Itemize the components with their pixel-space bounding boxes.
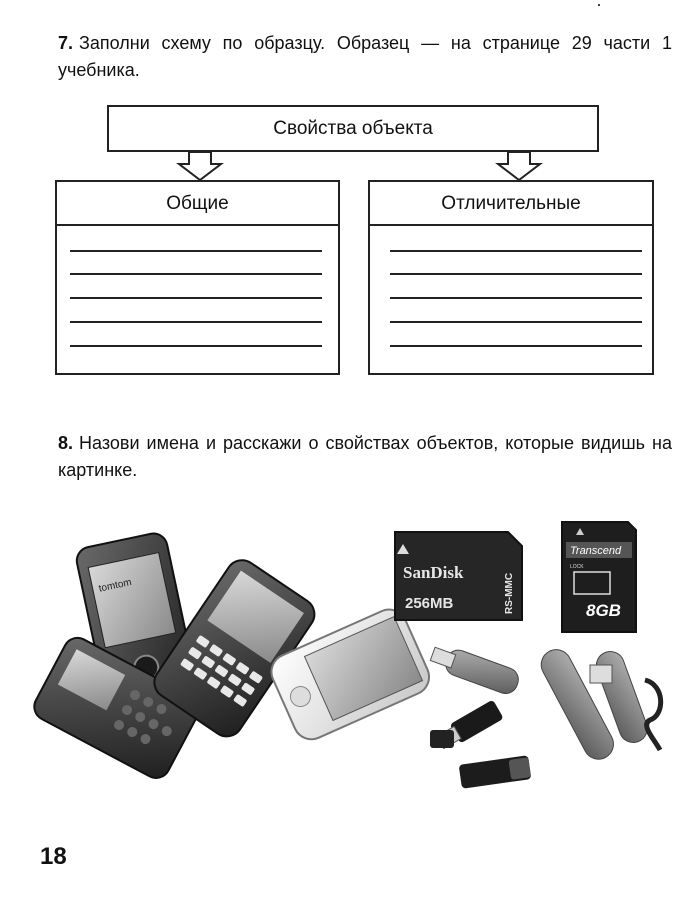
- answer-line[interactable]: [390, 250, 642, 252]
- usb-drive-gray-long: [536, 644, 661, 764]
- distinctive-properties-title: Отличительные: [370, 182, 652, 226]
- sandisk-type-text: RS-MMC: [504, 572, 515, 614]
- root-box: [107, 105, 599, 152]
- sandisk-capacity-text: 256MB: [405, 595, 454, 612]
- phone-brand-text: tomtom: [97, 576, 133, 595]
- answer-line[interactable]: [70, 345, 322, 347]
- answer-line[interactable]: [70, 250, 322, 252]
- root-box-title: Свойства объекта: [273, 118, 433, 139]
- task-7-text: Заполни схему по образцу. Образец — на странице 29 части 1 учебника.: [58, 33, 672, 80]
- right-arrow-icon: [489, 150, 549, 182]
- devices-photo: [0, 510, 700, 810]
- common-properties-title: Общие: [57, 182, 338, 226]
- transcend-lock-text: LOCK: [570, 564, 584, 570]
- answer-line[interactable]: [390, 345, 642, 347]
- page-number: 18: [40, 843, 67, 870]
- print-speck: [598, 4, 600, 6]
- answer-line[interactable]: [390, 273, 642, 275]
- answer-line[interactable]: [390, 297, 642, 299]
- transcend-capacity-text: 8GB: [586, 601, 621, 620]
- task-8-text: Назови имена и расскажи о свойствах объектов, которые видишь на картинке.: [58, 433, 672, 480]
- usb-drive-black-small: [430, 700, 504, 753]
- transcend-brand-text: Transcend: [570, 545, 622, 557]
- answer-line[interactable]: [390, 321, 642, 323]
- task-8: [58, 430, 672, 484]
- answer-line[interactable]: [70, 297, 322, 299]
- sandisk-memory-card: [395, 532, 522, 620]
- task-7-number: 7.: [58, 33, 74, 53]
- answer-line[interactable]: [70, 321, 322, 323]
- answer-line[interactable]: [70, 273, 322, 275]
- task-7: [58, 30, 672, 84]
- sandisk-brand-text: SanDisk: [403, 563, 464, 582]
- transcend-sd-card: [562, 522, 636, 632]
- left-arrow-icon: [170, 150, 230, 182]
- usb-drive-black-flat: [459, 755, 532, 789]
- task-8-number: 8.: [58, 433, 74, 453]
- usb-drive-swivel: [428, 642, 521, 697]
